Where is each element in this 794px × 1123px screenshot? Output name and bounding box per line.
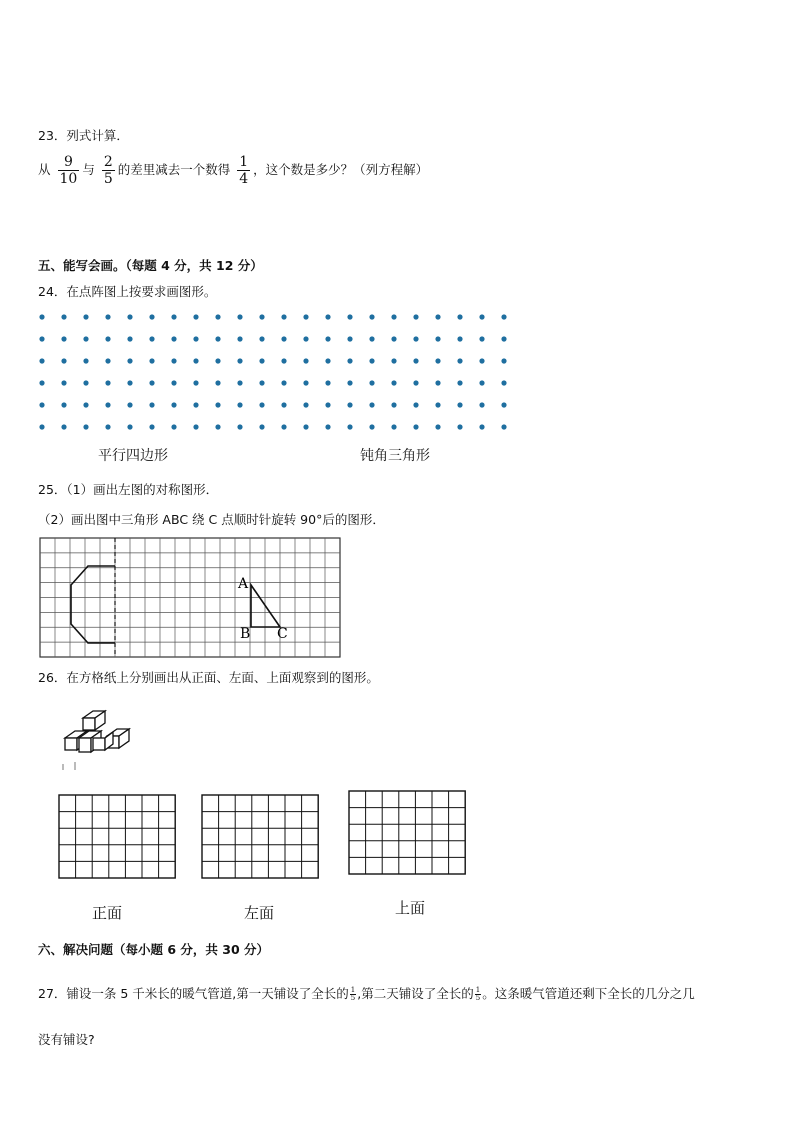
q27-line2: 没有铺设? bbox=[38, 1032, 95, 1047]
section-5-title: 五、能写会画。（每题 4 分，共 12 分） bbox=[38, 258, 263, 273]
fraction-1-4: $\frac{1}{4}$ bbox=[239, 154, 249, 187]
point-b-label: B bbox=[240, 626, 251, 642]
q24-title: 24．在点阵图上按要求画图形。 bbox=[38, 284, 217, 299]
fraction-9-10: $\frac{9}{10}$ bbox=[59, 154, 78, 187]
q23-suffix: ，这个数是多少？（列方程解） bbox=[253, 162, 429, 177]
fraction-1-5-b: $\frac{1}{5}$ bbox=[475, 986, 481, 1002]
q23-mid2: 的差里减去一个数得 bbox=[117, 162, 231, 177]
q26-title: 26．在方格纸上分别画出从正面、左面、上面观察到的图形。 bbox=[38, 670, 379, 685]
point-a-label: A bbox=[238, 576, 249, 592]
point-c-label: C bbox=[277, 626, 288, 642]
label-obtuse-triangle: 钝角三角形 bbox=[360, 448, 430, 464]
q25-line1: 25．（1）画出左图的对称图形． bbox=[38, 482, 219, 497]
label-left-view: 左面 bbox=[244, 904, 275, 922]
label-front-view: 正面 bbox=[92, 904, 123, 922]
view-grid-border bbox=[202, 795, 318, 878]
fraction-2-5: $\frac{2}{5}$ bbox=[103, 154, 113, 187]
label-top-view: 上面 bbox=[395, 899, 426, 917]
q23-title: 23．列式计算． bbox=[38, 128, 129, 143]
fraction-1-5-a: $\frac{1}{5}$ bbox=[350, 986, 356, 1002]
q23-mid1: 与 bbox=[82, 162, 95, 177]
view-grid-border bbox=[59, 795, 175, 878]
q23-prefix: 从 bbox=[38, 162, 51, 177]
section-6-title: 六、解决问题（每小题 6 分，共 30 分） bbox=[38, 942, 270, 957]
q25-line2: （2）画出图中三角形 ABC 绕 C 点顺时针旋转 90°后的图形． bbox=[38, 512, 385, 527]
view-grid-border bbox=[349, 791, 465, 874]
q27-line1: 27．铺设一条 5 千米长的暖气管道,第一天铺设了全长的 $\frac{1}{5}$ ,第二天铺设了全长的 $\frac{1}{5}$ 。这条暖气管道还剩下全长的几分之几 bbox=[38, 986, 695, 1002]
label-parallelogram: 平行四边形 bbox=[98, 448, 168, 464]
